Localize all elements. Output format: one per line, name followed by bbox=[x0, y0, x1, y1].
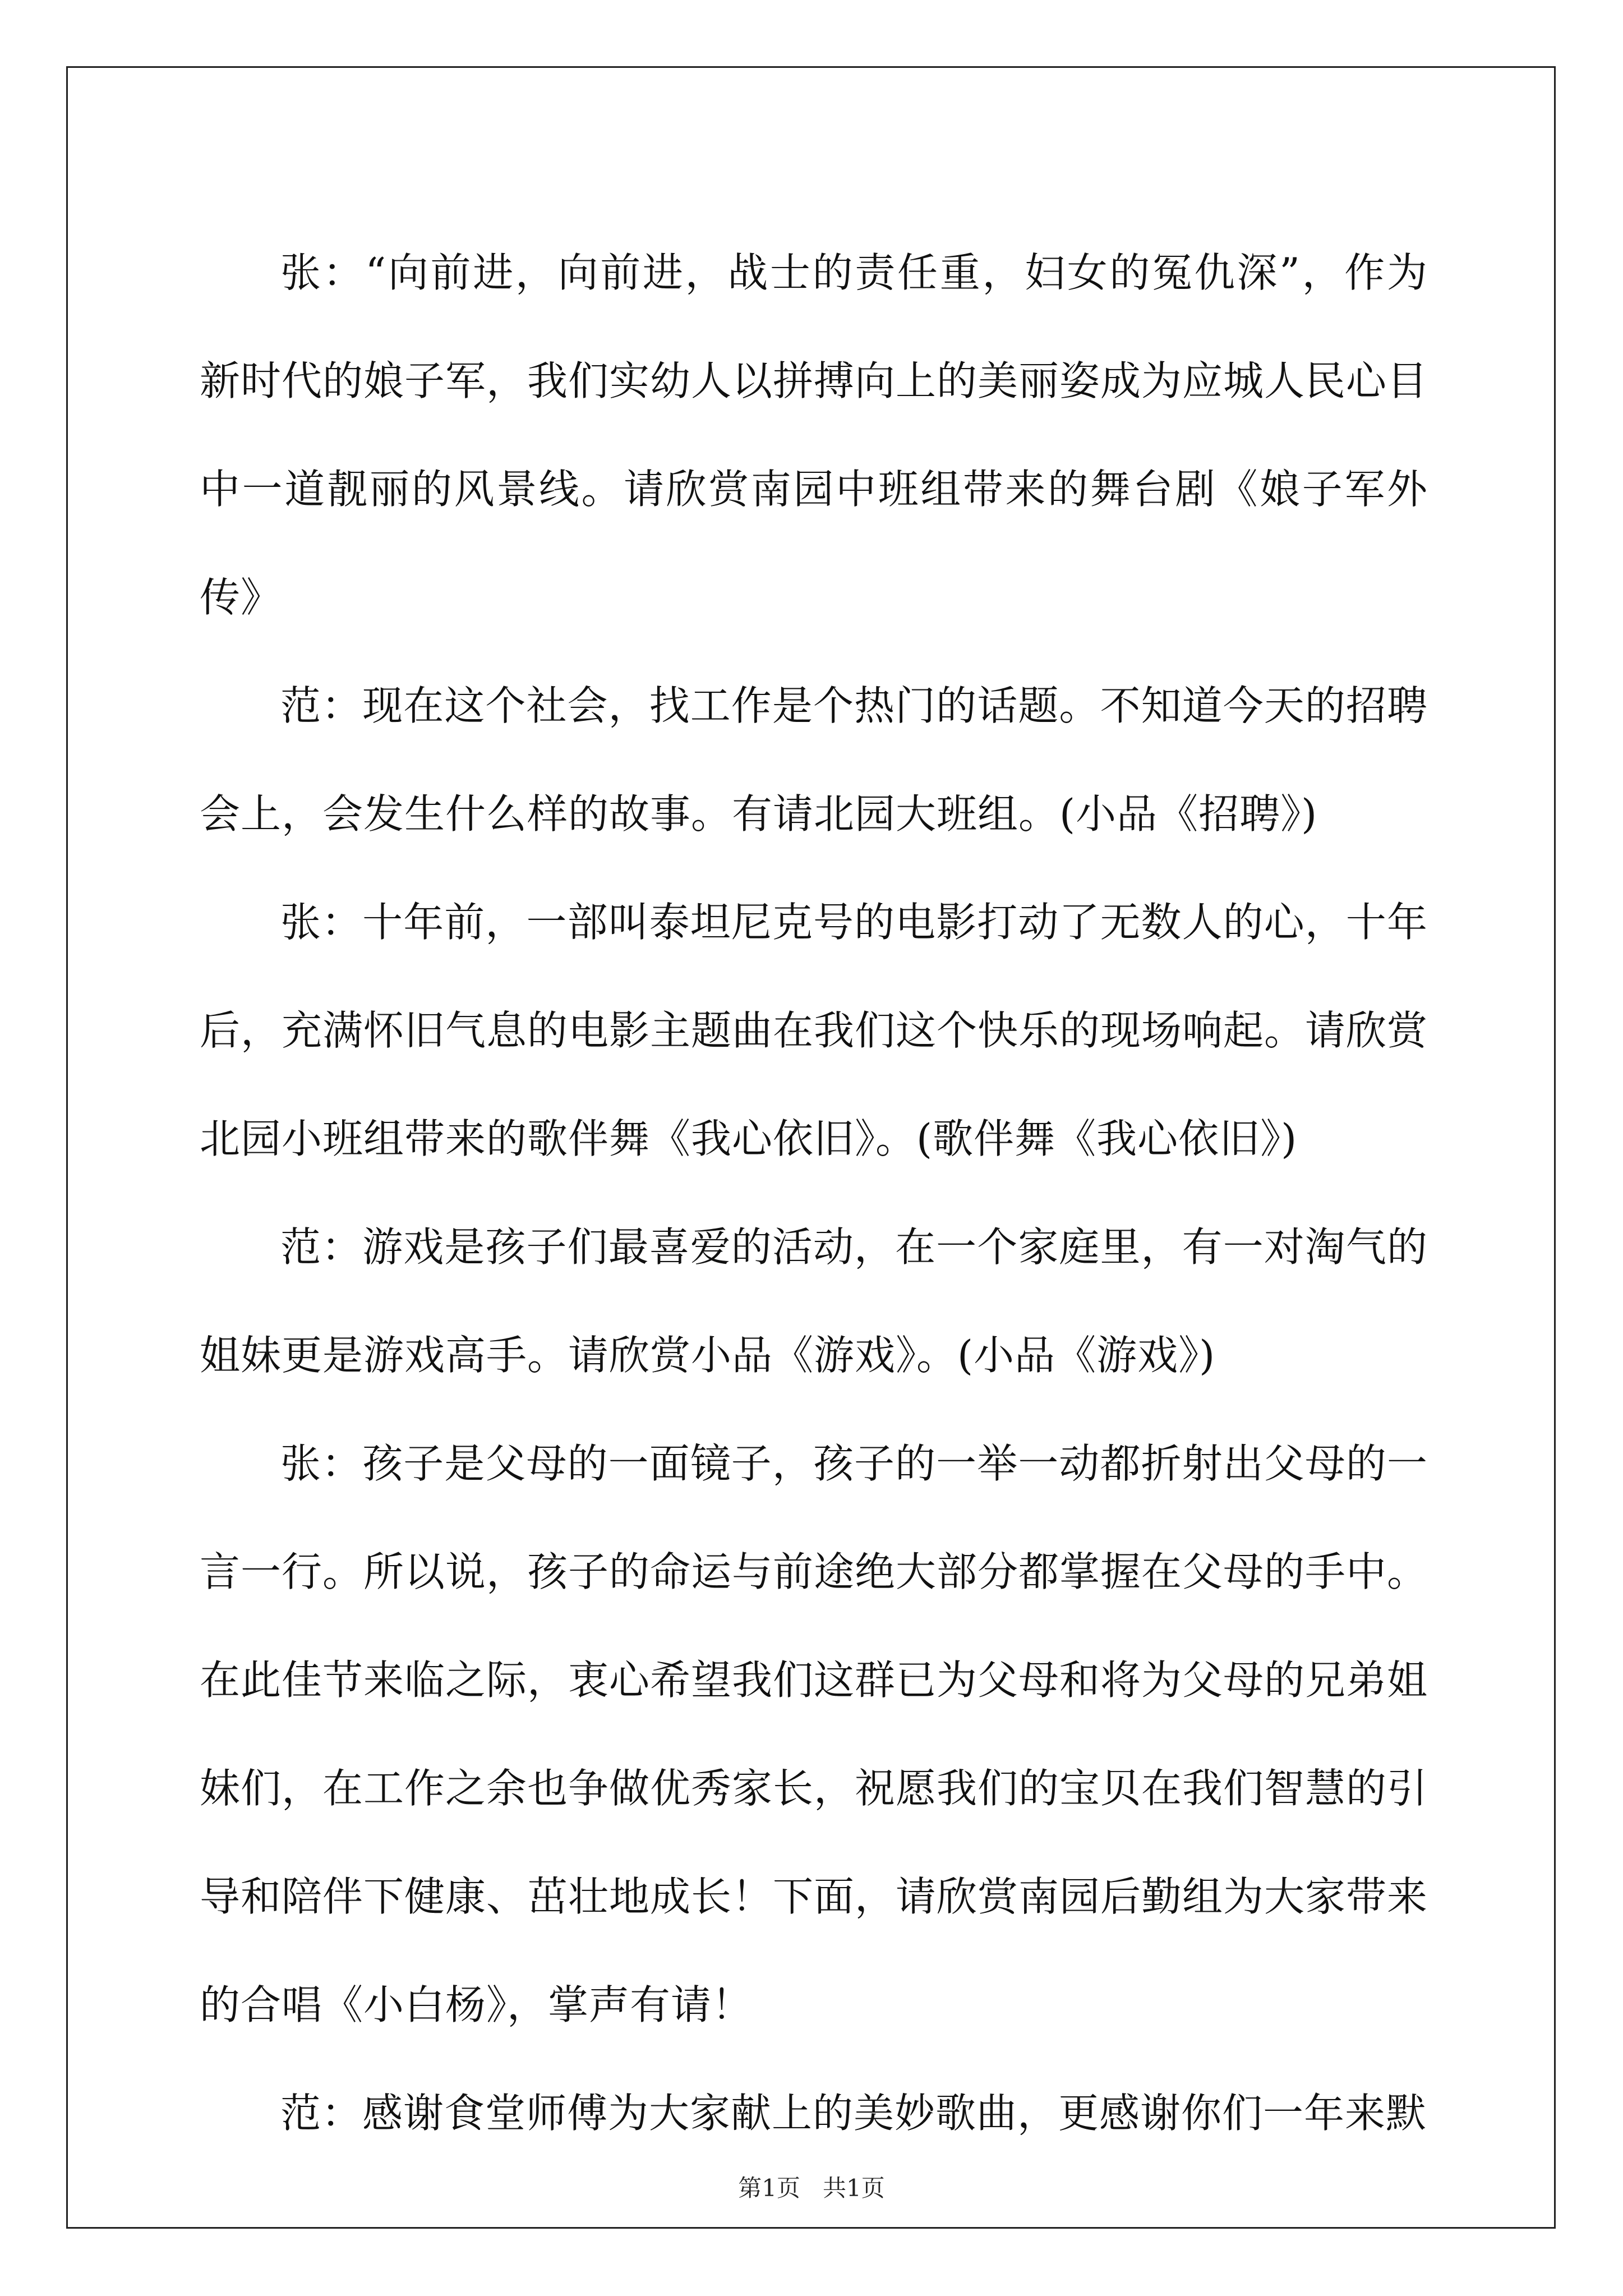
paragraph: 范：感谢食堂师傅为大家献上的美妙歌曲，更感谢你们一年来默 bbox=[280, 2090, 1427, 2137]
paragraph: 张：孩子是父母的一面镜子，孩子的一举一动都折射出父母的一言一行。所以说，孩子的命运与前途绝大部分都掌握在父母的手中。在此佳节来临之际，衷心希望我们这群已为父母和将为父母的兄弟姐妹们，在工作之余也争做优秀家长，祝愿我们的宝贝在我们智慧的引导和陪伴下健康、茁壮地成长！下面，请欣赏南园后勤组为大家带来的合唱《小白杨》，掌声有请！ bbox=[200, 1440, 1428, 2028]
document-body bbox=[200, 219, 1428, 2168]
paragraph: 范：现在这个社会，找工作是个热门的话题。不知道今天的招聘会上，会发生什么样的故事。有请北园大班组。(小品《招聘》) bbox=[200, 682, 1428, 838]
paragraph: 张：“向前进，向前进，战士的责任重，妇女的冤仇深”，作为新时代的娘子军，我们实幼人以拼搏向上的美丽姿成为应城人民心目中一道靓丽的风景线。请欣赏南园中班组带来的舞台剧《娘子军外传》 bbox=[200, 249, 1428, 621]
page-number: 第1页 bbox=[738, 2174, 800, 2202]
paragraph: 范：游戏是孩子们最喜爱的活动，在一个家庭里，有一对淘气的姐妹更是游戏高手。请欣赏小品《游戏》。(小品《游戏》) bbox=[200, 1223, 1428, 1379]
paragraph: 张：十年前，一部叫泰坦尼克号的电影打动了无数人的心，十年后，充满怀旧气息的电影主题曲在我们这个快乐的现场响起。请欣赏北园小班组带来的歌伴舞《我心依旧》。(歌伴舞《我心依旧》) bbox=[200, 899, 1428, 1162]
page-total: 共1页 bbox=[823, 2174, 885, 2202]
page-footer bbox=[0, 2170, 1623, 2203]
